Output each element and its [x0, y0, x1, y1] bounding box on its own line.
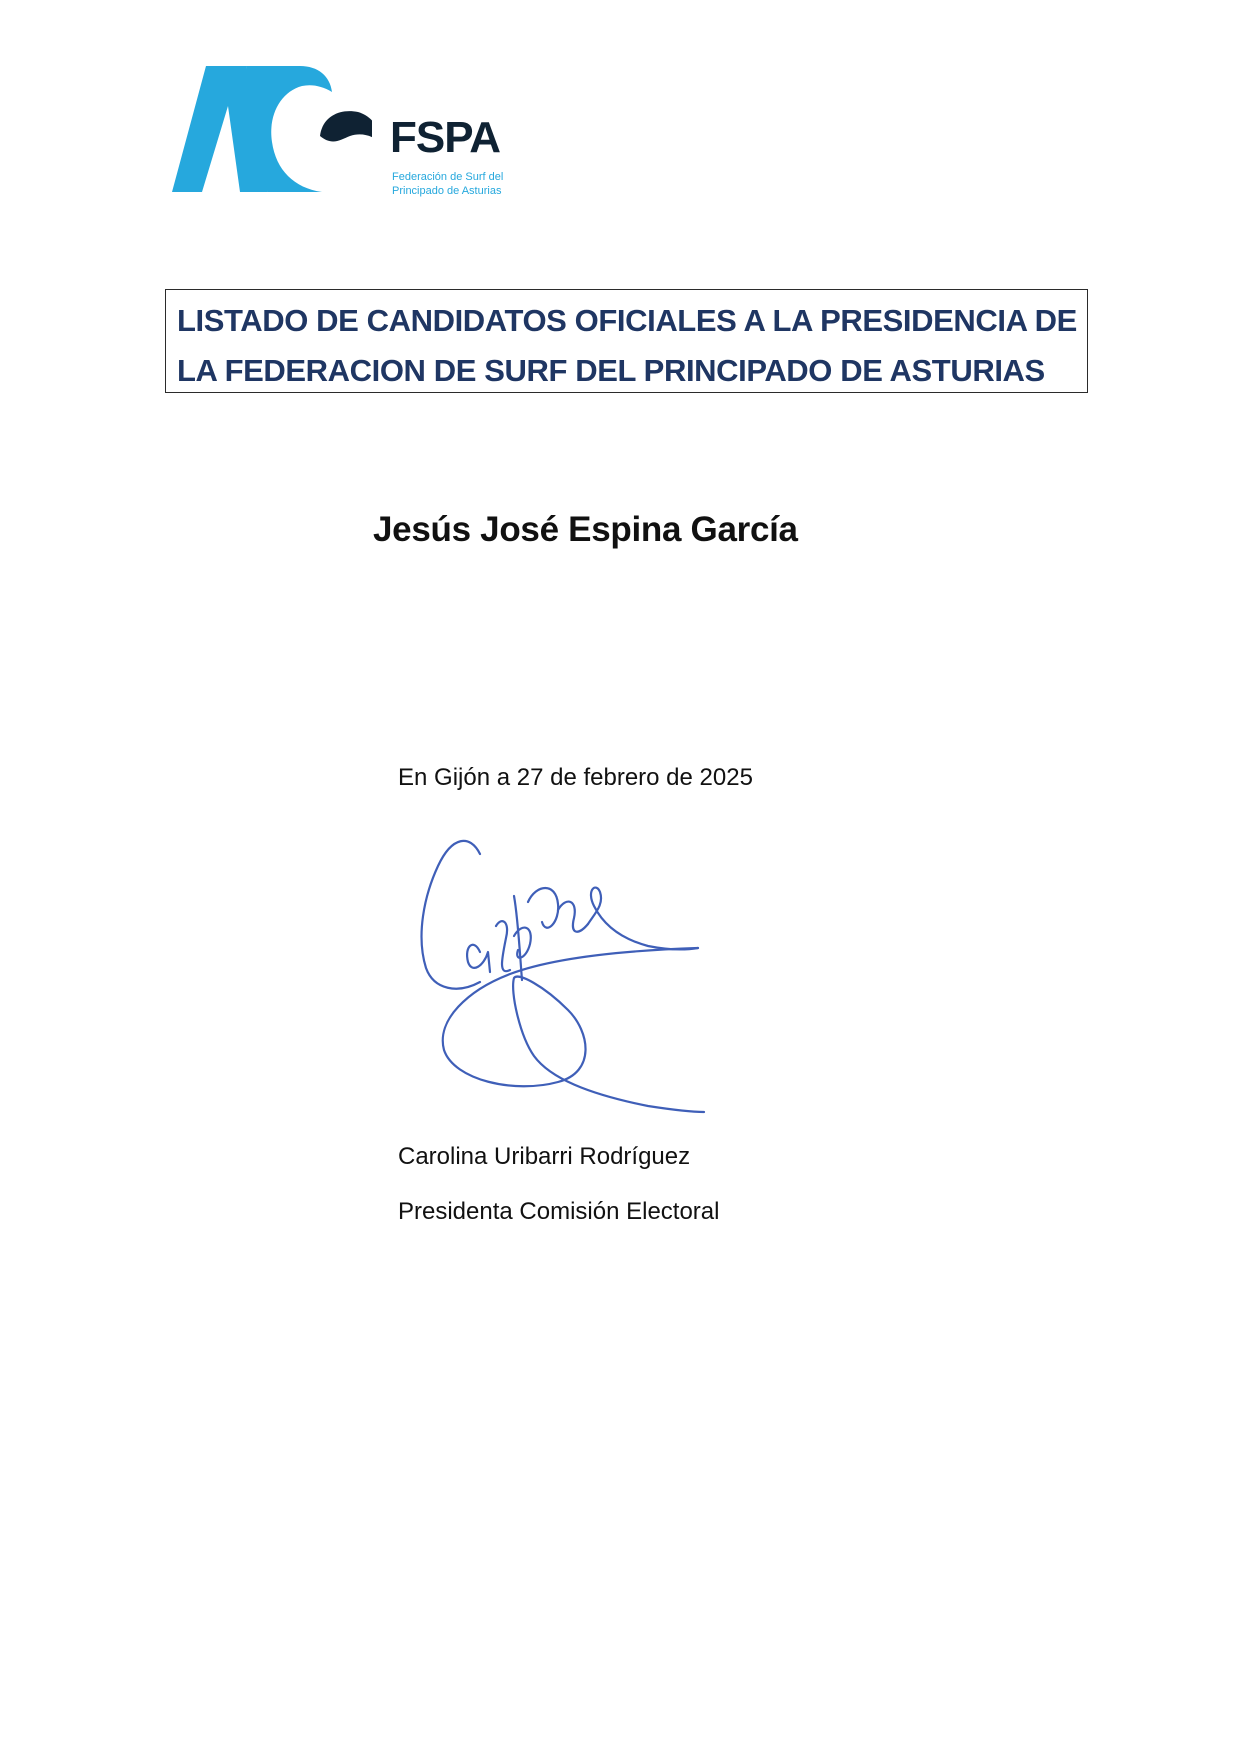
logo-subtitle [392, 170, 503, 198]
signer-role: Presidenta Comisión Electoral [398, 1198, 720, 1225]
candidate-name: Jesús José Espina García [373, 510, 798, 549]
signer-name: Carolina Uribarri Rodríguez [398, 1143, 691, 1170]
title-line-1: LISTADO DE CANDIDATOS OFICIALES A LA PRESIDENCIA DE [177, 303, 1077, 338]
title-line-2: LA FEDERACION DE SURF DEL PRINCIPADO DE ASTURIAS [177, 353, 1045, 388]
title-box [165, 289, 1088, 393]
logo-subtitle-line1: Federación de Surf del [392, 171, 504, 183]
fspa-logo [172, 66, 512, 202]
logo-wordmark: FSPA [390, 113, 501, 162]
fspa-emblem-icon [172, 66, 372, 202]
place-date: En Gijón a 27 de febrero de 2025 [398, 764, 753, 791]
handwritten-signature-icon [418, 826, 728, 1122]
logo-subtitle-line2: Principado de Asturias [392, 185, 502, 197]
